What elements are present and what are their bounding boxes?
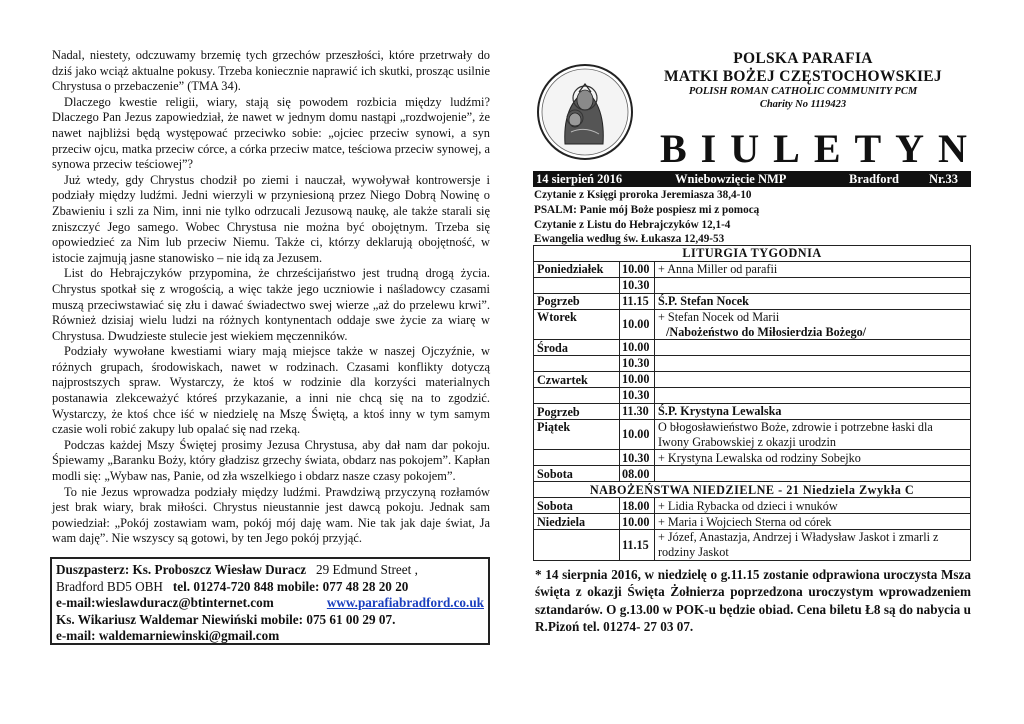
issue-date: 14 sierpień 2016 bbox=[536, 172, 623, 186]
table-row: Sobota 08.00 bbox=[534, 466, 971, 482]
table-row: Niedziela 10.00 + Maria i Wojciech Sterna od córek bbox=[534, 514, 971, 530]
issue-number: Nr.33 bbox=[929, 172, 959, 186]
table-row: Piątek 10.00 O błogosławieństwo Boże, zdrowie i potrzebne łaski dla Iwony Grabowskiej z okazji urodzin bbox=[534, 420, 971, 450]
table-row: Czwartek 10.00 bbox=[534, 372, 971, 388]
address-city: Bradford BD5 OBH bbox=[56, 578, 163, 594]
table-row: Poniedziałek 10.00 + Anna Miller od parafii bbox=[534, 262, 971, 278]
address-street: 29 Edmund Street , bbox=[316, 562, 418, 577]
table-row: Wtorek 10.00 + Stefan Nocek od Marii /Nabożeństwo do Miłosierdzia Bożego/ bbox=[534, 310, 971, 340]
website-link[interactable]: www.parafiabradford.co.uk bbox=[326, 595, 484, 610]
city-name: Bradford bbox=[849, 172, 899, 186]
table-row: Pogrzeb 11.30 Ś.P. Krystyna Lewalska bbox=[534, 404, 971, 420]
pastor-email: e-mail:wieslawduracz@btinternet.com bbox=[56, 595, 274, 610]
pastor-phones: tel. 01274-720 848 mobile: 077 48 28 20 20 bbox=[172, 578, 409, 594]
article-text bbox=[52, 48, 490, 547]
reading-2: Czytanie z Listu do Hebrajczyków 12,1-4 bbox=[534, 218, 731, 231]
paragraph: Nadal, niestety, odczuwamy brzemię tych grzechów przeszłości, które przetrwały do dziś jako wciąż aktualne pokusy. Trzeba koniecznie naprawić ich skutki, prosząc usilnie Chrystusa o przebaczenie” (TMA 34). bbox=[52, 48, 490, 94]
readings-list bbox=[534, 188, 972, 247]
vicar-info: Ks. Wikariusz Waldemar Niewiński mobile: 075 61 00 29 07. bbox=[56, 611, 396, 627]
table-row: Pogrzeb 11.15 Ś.P. Stefan Nocek bbox=[534, 294, 971, 310]
table-row: 10.30 + Krystyna Lewalska od rodziny Sobejko bbox=[534, 450, 971, 466]
issue-bar bbox=[533, 171, 971, 187]
table-row: 10.30 bbox=[534, 278, 971, 294]
table-row: 11.15 + Józef, Anastazja, Andrzej i Władysław Jaskot i zmarli z rodziny Jaskot bbox=[534, 530, 971, 560]
paragraph: Podczas każdej Mszy Świętej prosimy Jezusa Chrystusa, aby dał nam dar pokoju. Śpiewamy „Baranku Boży, który gładzisz grzechy świata, obdarz nas pokojem”. Kapłan modli się: „Wybaw nas, Panie, od zła wszelkiego i obdarz nasze czasy pokojem”. bbox=[52, 437, 490, 484]
paragraph: List do Hebrajczyków przypomina, że chrześcijaństwo jest trudną drogą życia. Chrystus spotkał się z wrogością, a więc także jego uczniowie i naśladowcy czasami muszą przeciwstawiać się złu i dawać świadectwo swej wierze „aż do przelewu krwi”. Również dzisiaj wielu ludzi na różnych kontynentach oddaje swe życie za wiarę w Chrystusa. Dwudzieste stulecie jest wiekiem męczenników. bbox=[52, 266, 490, 343]
gospel: Ewangelia według św. Łukasza 12,49-53 bbox=[534, 233, 725, 246]
contact-box bbox=[50, 557, 490, 645]
vicar-email: e-mail: waldemarniewinski@gmail.com bbox=[56, 628, 280, 643]
parish-name-line2: MATKI BOŻEJ CZĘSTOCHOWSKIEJ bbox=[664, 68, 942, 85]
feast-name: Wniebowzięcie NMP bbox=[675, 172, 787, 186]
psalm: PSALM: Panie mój Boże pospiesz mi z pomocą bbox=[534, 203, 760, 216]
liturgy-schedule-table bbox=[533, 245, 971, 561]
parish-name-line1: POLSKA PARAFIA bbox=[733, 50, 873, 67]
event-note: * 14 sierpnia 2016, w niedzielę o g.11.15 zostanie odprawiona uroczysta Msza święta z okazji Święta Żołnierza poprzedzona uroczystym wprowadzeniem sztandarów. O g.13.00 w POK-u będzie obiad. Cena biletu Ł8 są do nabycia u R.Pizoń tel. 01274- 27 03 07. bbox=[535, 567, 971, 635]
table-row: 10.30 bbox=[534, 356, 971, 372]
community-name: POLISH ROMAN CATHOLIC COMMUNITY PCM bbox=[688, 86, 918, 97]
paragraph: Dlaczego kwestie religii, wiary, stają się powodem rozbicia między ludźmi? Dlaczego Pan Jezus zapowiedział, że nawet w jednym domu nastąpi „rozdwojenie”, że nawet najbliżsi będą występować przeciwko sobie: „ojciec przeciw synowi, a syn przeciw ojcu, matka przeciw córce, a córka przeciw matce, teściowa przeciw synowej, a synowa przeciw teściowej”? bbox=[52, 94, 490, 172]
paragraph: To nie Jezus wprowadza podziały między ludźmi. Prawdziwą przyczyną rozłamów jest brak wiary, brak miłości. Chrystus nieustannie jest dawcą pokoju. Jednak sam powiedział: „Pokój zostawiam wam, pokój mój daję wam. Nie tak jak daje świat, Ja wam daję”. Nie wszyscy są gotowi, by ten Jego pokój przyjąć. bbox=[52, 484, 490, 546]
bulletin-title: BIULETYN bbox=[660, 126, 981, 171]
table-row: Sobota 18.00 + Lidia Rybacka od dzieci i wnuków bbox=[534, 498, 971, 514]
madonna-icon bbox=[535, 62, 635, 162]
sunday-header: NABOŻEŃSTWA NIEDZIELNE - 21 Niedziela Zwykła C bbox=[534, 482, 971, 498]
charity-number: Charity No 1119423 bbox=[759, 98, 847, 110]
paragraph: Już wtedy, gdy Chrystus chodził po ziemi i nauczał, wywoływał kontrowersje i podziały między ludźmi. Jedni wierzyli w przyniesioną przez Niego Dobrą Nowinę o Zbawieniu i szli za Nim, inni nie tylko odrzucali Jezusową naukę, ale także starali się zniszczyć Jego samego. Wobec Chrystusa nie można być obojętnym. Trzeba się opowiedzieć za Nim lub przeciw Niemu. Także ci, którzy deklarują obojętność, w istocie zajmują jasne stanowisko – nie idą za Jezusem. bbox=[52, 172, 490, 265]
pastor-name: Duszpasterz: Ks. Proboszcz Wiesław Duracz bbox=[56, 562, 307, 577]
paragraph: Podziały wywołane kwestiami wiary mają miejsce także w naszej Ojczyźnie, w różnych grupach, środowiskach, nawet w rodzinach. Czasami konflikty dotyczą najprostszych spraw. Wystarczy, że ktoś w rodzinie dla korzyści materialnych postanawia zlekceważyć któreś przykazanie, a inni nie chcą się na to zgodzić. Wystarczy, że ktoś chce iść w niedzielę na Mszę Świętą, a ktoś inny w tym samym czasie woli robić zakupy lub opalać się nad rzeką. bbox=[52, 344, 490, 437]
reading-1: Czytanie z Księgi proroka Jeremiasza 38,4-10 bbox=[534, 189, 752, 201]
parish-header bbox=[635, 50, 971, 111]
table-row: Środa 10.00 bbox=[534, 340, 971, 356]
table-row: 10.30 bbox=[534, 388, 971, 404]
schedule-header: LITURGIA TYGODNIA bbox=[534, 246, 971, 262]
